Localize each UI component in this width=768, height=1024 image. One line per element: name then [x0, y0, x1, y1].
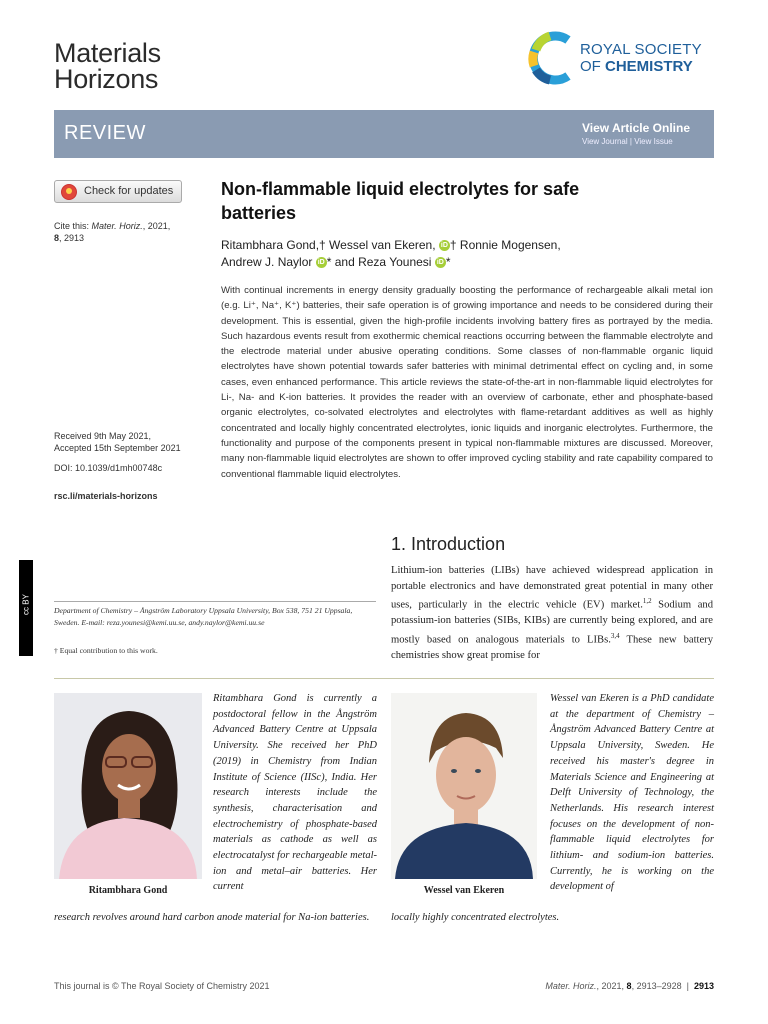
footer-copyright: This journal is © The Royal Society of Chemistry 2021 [54, 981, 270, 991]
publisher-name-line1: ROYAL SOCIETY [580, 41, 702, 58]
rsc-emblem-icon [528, 30, 576, 86]
section-divider [54, 678, 714, 679]
author-photo-van-ekeren [391, 693, 537, 879]
view-issue-link[interactable]: View Issue [634, 137, 673, 146]
page-number: 2913 [693, 981, 714, 991]
publisher-name-bold: CHEMISTRY [605, 58, 693, 75]
view-journal-link[interactable]: View Journal [582, 137, 628, 146]
orcid-icon[interactable]: iD [436, 259, 444, 267]
author-photo-gond [54, 693, 202, 879]
author-list: Ritambhara Gond,† Wessel van Ekeren, iD † Ronnie Mogensen, Andrew J. Naylor iD * and Reza Younesi iD * [221, 238, 561, 269]
author-biography: Ritambhara Gond is currently a postdoctoral fellow in the Ångström Advanced Battery Centre at Uppsala University. She received her PhD (2019) in Chemistry from Indian Institute of Science (IISc), India. Her research interests include the synthesis, characterisation and electrochemistry of phosphate-based materials as cathode as well as electrocatalyst for rechargeable metal-ion and metal–air batteries. Her current [213, 693, 377, 893]
publisher-name-line2: OF CHEMISTRY [580, 58, 693, 75]
introduction-paragraph: Lithium-ion batteries (LIBs) have achieved widespread application in portable electronics and have demonstrated great potential in many other uses, particularly in the electric vehicle (EV) market.$^{1,2}$ Sodium and potassium-ion batteries (SIBs, KIBs) are currently being explored, and are mostly based on analogous materials to LIBs.$^{3,4}$ These new battery chemistries show great promise for [391, 565, 714, 662]
check-for-updates-button[interactable] [54, 180, 182, 203]
crossmark-icon [61, 184, 77, 200]
article-title: Non-flammable liquid electrolytes for safe batteries [221, 179, 580, 223]
article-dates [54, 430, 204, 454]
footer-citation: Mater. Horiz., 2021, 8, 2913–2928 | 2913 [545, 981, 714, 991]
journal-link[interactable]: rsc.li/materials-horizons [54, 491, 158, 501]
photo-caption: Wessel van Ekeren [423, 885, 505, 896]
orcid-icon[interactable]: iD [317, 259, 325, 267]
journal-title [54, 40, 161, 92]
reference-link[interactable]: 1,2 [642, 597, 652, 606]
article-type-banner [54, 110, 714, 158]
license-label: cc BY [21, 594, 31, 615]
equal-contribution-note: † Equal contribution to this work. [54, 646, 158, 655]
check-for-updates-label: Check for updates [84, 185, 174, 197]
journal-title-line1: Materials [54, 38, 161, 68]
received-date: Received 9th May 2021, [54, 431, 152, 441]
reference-link[interactable]: 3,4 [610, 631, 620, 640]
author-biography-continued: research revolves around hard carbon anode material for Na-ion batteries. [54, 912, 370, 923]
author-biography: Wessel van Ekeren is a PhD candidate at the department of Chemistry – Ångström Advanced Battery Centre at Uppsala University, Sweden. He received his master's degree in Materials Science and Engineering at Delft University of Technology, the Netherlands. His research interest focuses on the development of non-flammable liquid electrolytes for lithium- and sodium-ion batteries. Currently, he is working on the development of [550, 693, 714, 893]
citation: Cite this: Mater. Horiz., 2021, 8, 2913 [54, 221, 171, 243]
photo-caption: Ritambhara Gond [88, 885, 168, 896]
journal-title-line2: Horizons [54, 64, 159, 94]
section-heading: 1. Introduction [391, 534, 506, 554]
accepted-date: Accepted 15th September 2021 [54, 443, 181, 453]
rsc-logo[interactable] [528, 30, 718, 86]
affiliation: Department of Chemistry – Ångström Laboratory Uppsala University, Box 538, 751 21 Uppsala, Sweden. E-mail: reza.younesi@kemi.uu.se, andy.naylor@kemi.uu.se [54, 606, 353, 627]
abstract: With continual increments in energy density gradually boosting the performance of rechargeable alkali metal ion (e.g. Li⁺, Na⁺, K⁺) batteries, their safe operation is of growing importance and needs to be considered during their development. This is essential, given the high-profile incidents involving battery fires as portrayed by the media. Such hazardous events result from exothermic chemical reactions occurring between the flammable electrolyte and the electrode material under abusive operating conditions. Some classes of non-flammable organic liquid electrolytes have shown potential towards safer batteries with minimal detrimental effect on cycling and, in some cases, even enhanced performance. This article reviews the state-of-the-art in non-flammable liquid electrolytes for Li-, Na- and K-ion batteries. It provides the reader with an overview of carbonate, ether and phosphate-based organic electrolytes, co-solvated electrolytes and electrolytes with flame-retardant additives as well as highly concentrated and locally highly concentrated electrolytes, ionic liquids and inorganic electrolytes. Furthermore, the functionality and purpose of the components present in typical non-flammable mixtures are discussed. Moreover, many non-flammable liquid electrolytes are shown to offer improved cycling stability and rate capability compared to conventional flammable liquid electrolytes. [221, 285, 713, 480]
author-biography-continued: locally highly concentrated electrolytes. [391, 912, 560, 923]
license-badge[interactable] [19, 560, 33, 656]
article-type-label: REVIEW [64, 122, 146, 144]
view-links: View Journal | View Issue [582, 137, 673, 146]
footnote-divider [54, 601, 376, 602]
orcid-icon[interactable]: iD [440, 242, 448, 250]
view-article-online-link[interactable]: View Article Online [581, 121, 690, 135]
doi[interactable]: DOI: 10.1039/d1mh00748c [54, 463, 163, 473]
